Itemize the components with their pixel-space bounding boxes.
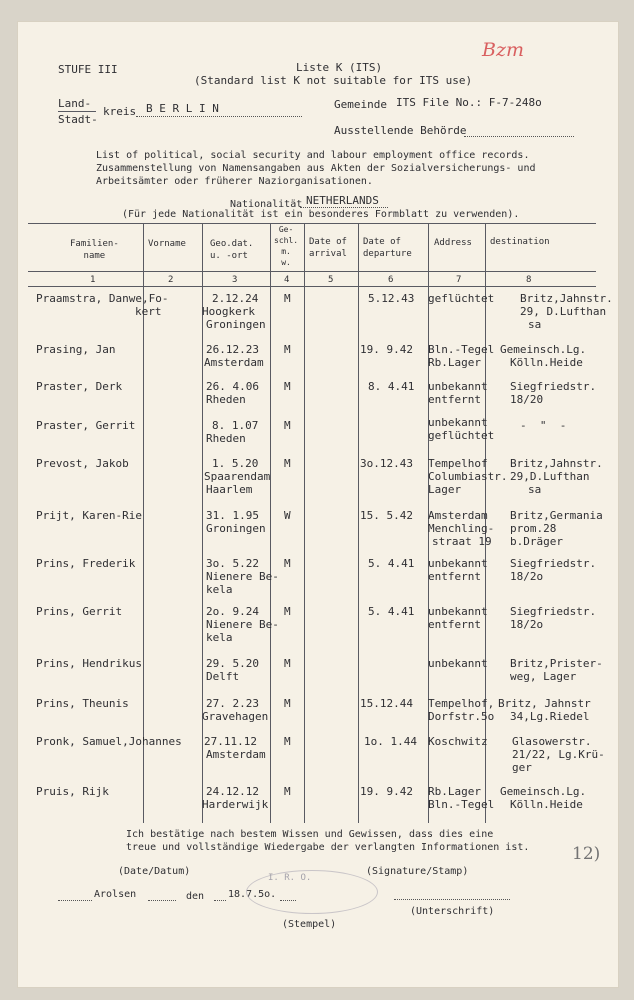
destination-cell: 21/22, Lg.Krü- <box>512 748 605 761</box>
table-top-rule <box>28 223 596 224</box>
birth-place-cell: Rheden <box>206 393 246 406</box>
birth-place-cell: Amsterdam <box>204 356 264 369</box>
family-name-cell: Prins, Theunis <box>36 697 129 710</box>
table-row <box>0 292 634 338</box>
address-cell: Columbiastr. <box>428 470 508 483</box>
table-row <box>0 697 634 733</box>
destination-cell: Glasowerstr. <box>512 735 592 748</box>
family-name-cell: Praamstra, Danwe,Fo- <box>36 292 169 305</box>
address-cell: Dorfstr.5o <box>428 710 495 723</box>
address-cell: Bln.-Tegel <box>428 343 495 356</box>
address-cell: geflüchtet <box>428 429 495 442</box>
behoerde-label: Ausstellende Behörde <box>334 124 467 137</box>
signature-dotted-line <box>394 899 510 900</box>
nationality-note: (Für jede Nationalität ist ein besonderes Formblatt zu verwenden). <box>122 209 520 220</box>
unterschrift-label: (Unterschrift) <box>410 906 495 917</box>
table-row <box>0 605 634 651</box>
address-cell: Rb.Lager <box>428 785 481 798</box>
birth-place-cell: Nienere Be- <box>206 570 279 583</box>
place-value: Arolsen <box>94 889 137 900</box>
destination-cell: Kölln.Heide <box>510 356 583 369</box>
departure-cell: 15. 5.42 <box>360 509 413 522</box>
date-dotted-line <box>214 900 226 901</box>
header-rule <box>28 271 596 272</box>
address-cell: Tempelhof <box>428 457 488 470</box>
destination-cell: 18/2o <box>510 570 544 583</box>
family-name-cell: Pruis, Rijk <box>36 785 109 798</box>
place-dotted-line <box>58 900 92 901</box>
number-rule <box>28 286 596 287</box>
destination-cell: sa <box>528 318 542 331</box>
standard-note: (Standard list K not suitable for ITS use) <box>194 74 473 87</box>
address-cell: unbekannt <box>428 380 488 393</box>
sex-cell: M <box>284 457 291 470</box>
list-title: Liste K (ITS) <box>296 61 383 74</box>
birth-place-cell: Rheden <box>206 432 246 445</box>
column-header: Vorname <box>148 239 186 249</box>
land-underline <box>58 111 96 112</box>
birth-date-cell: 29. 5.20 <box>206 657 259 670</box>
birth-place-cell: Hoogkerk <box>202 305 255 318</box>
birth-place-cell: Haarlem <box>206 483 253 496</box>
family-name-cell: Pronk, Samuel,Johannes <box>36 735 182 748</box>
place-dotted-line-2 <box>148 900 176 901</box>
address-cell: Lager <box>428 483 462 496</box>
nationality-value: NETHERLANDS <box>306 194 379 207</box>
confirmation-line-1: Ich bestätige nach bestem Wissen und Gewissen, dass dies eine <box>126 829 494 840</box>
birth-place-cell: Delft <box>206 670 240 683</box>
address-cell: entfernt <box>428 618 481 631</box>
sex-cell: M <box>284 557 291 570</box>
column-number: 1 <box>90 275 96 285</box>
departure-cell: 5. 4.41 <box>368 557 415 570</box>
column-number: 8 <box>526 275 532 285</box>
address-cell: Amsterdam <box>428 509 488 522</box>
departure-cell: 1o. 1.44 <box>364 735 417 748</box>
birth-date-cell: 27. 2.23 <box>206 697 259 710</box>
birth-place-cell: Gravehagen <box>202 710 269 723</box>
sex-cell: M <box>284 657 291 670</box>
destination-cell: Britz,Prister- <box>510 657 603 670</box>
column-header: Date of arrival <box>309 237 347 259</box>
destination-cell: Britz,Jahnstr. <box>510 457 603 470</box>
column-header: Address <box>434 238 472 248</box>
address-cell: geflüchtet <box>428 292 495 305</box>
address-cell: entfernt <box>428 393 481 406</box>
birth-date-cell: 3o. 5.22 <box>206 557 259 570</box>
departure-cell: 15.12.44 <box>360 697 413 710</box>
birth-place-cell: Nienere Be- <box>206 618 279 631</box>
kreis-value: B E R L I N <box>146 102 219 115</box>
column-number: 5 <box>328 275 334 285</box>
sex-cell: M <box>284 292 291 305</box>
address-cell: Rb.Lager <box>428 356 481 369</box>
column-number: 6 <box>388 275 394 285</box>
kreis-label: kreis <box>103 105 137 118</box>
birth-date-cell: 2o. 9.24 <box>206 605 259 618</box>
stamp-text: I. R. O. <box>268 873 312 883</box>
birth-date-cell: 27.11.12 <box>204 735 257 748</box>
table-row <box>0 416 634 455</box>
departure-cell: 8. 4.41 <box>368 380 415 393</box>
table-row <box>0 657 634 693</box>
nationality-dotted-line <box>300 207 388 208</box>
family-name-cell: Prins, Gerrit <box>36 605 123 618</box>
sex-cell: M <box>284 419 291 432</box>
departure-cell: 3o.12.43 <box>360 457 413 470</box>
destination-cell: - " - <box>520 419 567 432</box>
date-value: 18.7.5o. <box>228 889 277 900</box>
departure-cell: 5. 4.41 <box>368 605 415 618</box>
table-row <box>0 457 634 503</box>
destination-cell: Britz, Jahnstr <box>498 697 591 710</box>
stufe-label: STUFE III <box>58 63 118 76</box>
stadt-label: Stadt- <box>58 113 98 126</box>
sex-cell: M <box>284 785 291 798</box>
destination-cell: Siegfriedstr. <box>510 557 597 570</box>
handwritten-annotation: 12) <box>572 844 601 864</box>
land-label: Land- <box>58 97 92 110</box>
destination-cell: weg, Lager <box>510 670 577 683</box>
family-name-cell: Praster, Derk <box>36 380 123 393</box>
den-label: den <box>186 891 205 902</box>
table-row <box>0 509 634 555</box>
table-row <box>0 557 634 603</box>
column-number: 4 <box>284 275 290 285</box>
family-name-cell: Prins, Hendrikus <box>36 657 142 670</box>
table-row <box>0 785 634 821</box>
birth-date-cell: 26.12.23 <box>206 343 259 356</box>
destination-cell: 18/20 <box>510 393 544 406</box>
destination-cell: Britz,Germania <box>510 509 603 522</box>
column-header: destination <box>490 237 550 247</box>
file-number: ITS File No.: F-7-248o <box>396 96 542 109</box>
column-header: Geo.dat. u. -ort <box>210 239 254 261</box>
address-cell: entfernt <box>428 570 481 583</box>
destination-cell: sa <box>528 483 542 496</box>
destination-cell: Kölln.Heide <box>510 798 583 811</box>
destination-cell: Siegfriedstr. <box>510 380 597 393</box>
sex-cell: M <box>284 735 291 748</box>
address-cell: unbekannt <box>428 416 488 429</box>
birth-place-cell: Spaarendam <box>204 470 271 483</box>
given-name-cell: kert <box>135 305 162 318</box>
family-name-cell: Prevost, Jakob <box>36 457 129 470</box>
family-name-cell: Prins, Frederik <box>36 557 136 570</box>
address-cell: Bln.-Tegel <box>428 798 495 811</box>
stempel-label: (Stempel) <box>282 919 337 930</box>
family-name-cell: Prasing, Jan <box>36 343 116 356</box>
column-number: 3 <box>232 275 238 285</box>
birth-date-cell: 1. 5.20 <box>212 457 259 470</box>
table-row <box>0 343 634 379</box>
address-cell: Menchling- <box>428 522 495 535</box>
kreis-dotted-line <box>136 116 302 117</box>
family-name-cell: Praster, Gerrit <box>36 419 136 432</box>
address-cell: unbekannt <box>428 605 488 618</box>
birth-date-cell: 24.12.12 <box>206 785 259 798</box>
nationality-label: Nationalität <box>230 199 303 210</box>
address-cell: Tempelhof, <box>428 697 495 710</box>
sex-cell: M <box>284 697 291 710</box>
table-row <box>0 735 634 781</box>
behoerde-dotted-line <box>464 136 574 137</box>
address-cell: unbekannt <box>428 657 488 670</box>
sex-cell: M <box>284 343 291 356</box>
destination-cell: 34,Lg.Riedel <box>510 710 590 723</box>
address-cell: straat 19 <box>432 535 492 548</box>
sex-cell: M <box>284 605 291 618</box>
signature-label: (Signature/Stamp) <box>366 866 469 877</box>
address-cell: Koschwitz <box>428 735 488 748</box>
birth-date-cell: 8. 1.07 <box>212 419 259 432</box>
destination-cell: 29, D.Lufthan <box>520 305 607 318</box>
table-row <box>0 380 634 416</box>
column-header: Familien- name <box>70 239 119 261</box>
birth-place-cell: Groningen <box>206 318 266 331</box>
destination-cell: ger <box>512 761 532 774</box>
destination-cell: b.Dräger <box>510 535 563 548</box>
birth-date-cell: 26. 4.06 <box>206 380 259 393</box>
birth-date-cell: 31. 1.95 <box>206 509 259 522</box>
address-cell: unbekannt <box>428 557 488 570</box>
description-line-2: Zusammenstellung von Namensangaben aus Akten der Sozialversicherungs- und <box>96 163 536 174</box>
destination-cell: prom.28 <box>510 522 557 535</box>
destination-cell: Siegfriedstr. <box>510 605 597 618</box>
birth-place-cell: Harderwijk <box>202 798 269 811</box>
description-line-1: List of political, social security and labour employment office records. <box>96 150 530 161</box>
destination-cell: Britz,Jahnstr. <box>520 292 613 305</box>
destination-cell: 29,D.Lufthan <box>510 470 590 483</box>
destination-cell: Gemeinsch.Lg. <box>500 785 587 798</box>
red-annotation: Bzm <box>482 39 524 61</box>
family-name-cell: Prijt, Karen-Rie <box>36 509 142 522</box>
gemeinde-label: Gemeinde <box>334 98 387 111</box>
birth-place-cell: Amsterdam <box>206 748 266 761</box>
column-number: 2 <box>168 275 174 285</box>
departure-cell: 19. 9.42 <box>360 785 413 798</box>
departure-cell: 5.12.43 <box>368 292 415 305</box>
birth-place-cell: kela <box>206 583 233 596</box>
column-number: 7 <box>456 275 462 285</box>
sex-cell: W <box>284 509 291 522</box>
birth-date-cell: 2.12.24 <box>212 292 259 305</box>
confirmation-line-2: treue und vollständige Wiedergabe der verlangten Informationen ist. <box>126 842 530 853</box>
date-label: (Date/Datum) <box>118 866 191 877</box>
destination-cell: 18/2o <box>510 618 544 631</box>
sex-cell: M <box>284 380 291 393</box>
description-line-3: Arbeitsämter oder früherer Naziorganisationen. <box>96 176 373 187</box>
official-stamp <box>246 870 378 914</box>
column-header: Ge- schl. m. w. <box>274 225 299 267</box>
birth-place-cell: Groningen <box>206 522 266 535</box>
column-header: Date of departure <box>363 237 412 259</box>
departure-cell: 19. 9.42 <box>360 343 413 356</box>
destination-cell: Gemeinsch.Lg. <box>500 343 587 356</box>
birth-place-cell: kela <box>206 631 233 644</box>
